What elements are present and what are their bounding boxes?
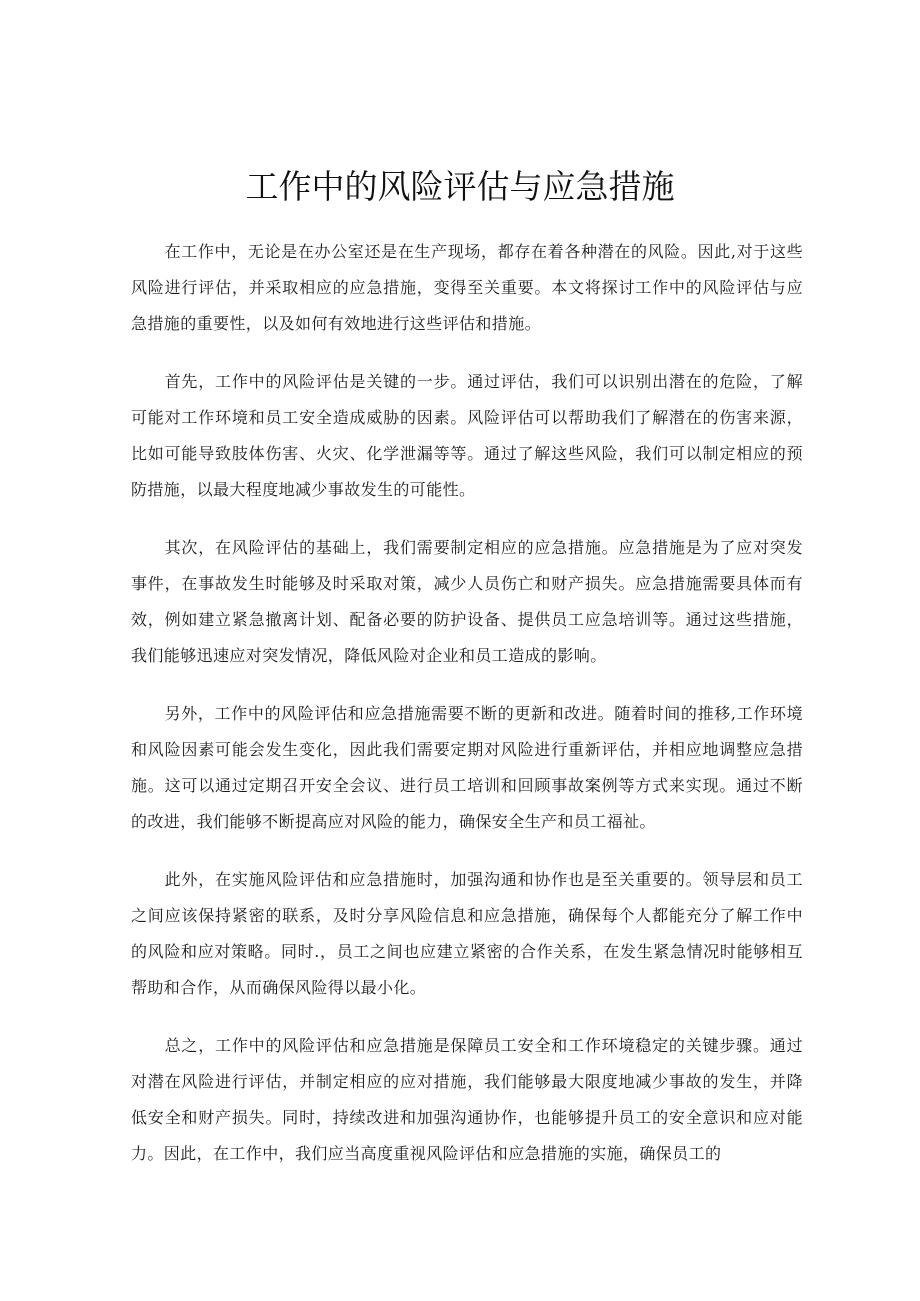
paragraph-intro: 在工作中，无论是在办公室还是在生产现场，都存在着各种潜在的风险。因此,对于这些风险进行评估，并采取相应的应急措施，变得至关重要。本文将探讨工作中的风险评估与应急措施的重要性，以及如何有效地进行这些评估和措施。 bbox=[131, 242, 803, 333]
paragraph-conclusion: 总之，工作中的风险评估和应急措施是保障员工安全和工作环境稳定的关键步骤。通过对潜在风险进行评估，并制定相应的应对措施，我们能够最大限度地减少事故的发生，并降低安全和财产损失。同时，持续改进和加强沟通协作，也能够提升员工的安全意识和应对能力。因此，在工作中，我们应当高度重视风险评估和应急措施的实施，确保员工的 bbox=[131, 1036, 803, 1163]
document-title: 工作中的风险评估与应急措施 bbox=[245, 167, 675, 206]
paragraph-risk-assessment: 首先，工作中的风险评估是关键的一步。通过评估，我们可以识别出潜在的危险，了解可能对工作环境和员工安全造成威胁的因素。风险评估可以帮助我们了解潜在的伤害来源，比如可能导致肢体伤害、火灾、化学泄漏等等。通过了解这些风险，我们可以制定相应的预防措施，以最大程度地减少事故发生的可能性。 bbox=[131, 372, 803, 499]
paragraph-communication: 此外，在实施风险评估和应急措施时，加强沟通和协作也是至关重要的。领导层和员工之间应该保持紧密的联系，及时分享风险信息和应急措施，确保每个人都能充分了解工作中的风险和应对策略。同时.，员工之间也应建立紧密的合作关系，在发生紧急情况时能够相互帮助和合作，从而确保风险得以最小化。 bbox=[131, 870, 803, 997]
document-body bbox=[131, 234, 803, 1194]
paragraph-continuous-improvement: 另外，工作中的风险评估和应急措施需要不断的更新和改进。随着时间的推移,工作环境和风险因素可能会发生变化，因此我们需要定期对风险进行重新评估，并相应地调整应急措施。这可以通过定期召开安全会议、进行员工培训和回顾事故案例等方式来实现。通过不断的改进，我们能够不断提高应对风险的能力，确保安全生产和员工福祉。 bbox=[131, 704, 803, 831]
paragraph-emergency-measures: 其次，在风险评估的基础上，我们需要制定相应的应急措施。应急措施是为了应对突发事件，在事故发生时能够及时采取对策，减少人员伤亡和财产损失。应急措施需要具体而有效，例如建立紧急撤离计划、配备必要的防护设备、提供员工应急培训等。通过这些措施，我们能够迅速应对突发情况，降低风险对企业和员工造成的影响。 bbox=[131, 538, 803, 665]
